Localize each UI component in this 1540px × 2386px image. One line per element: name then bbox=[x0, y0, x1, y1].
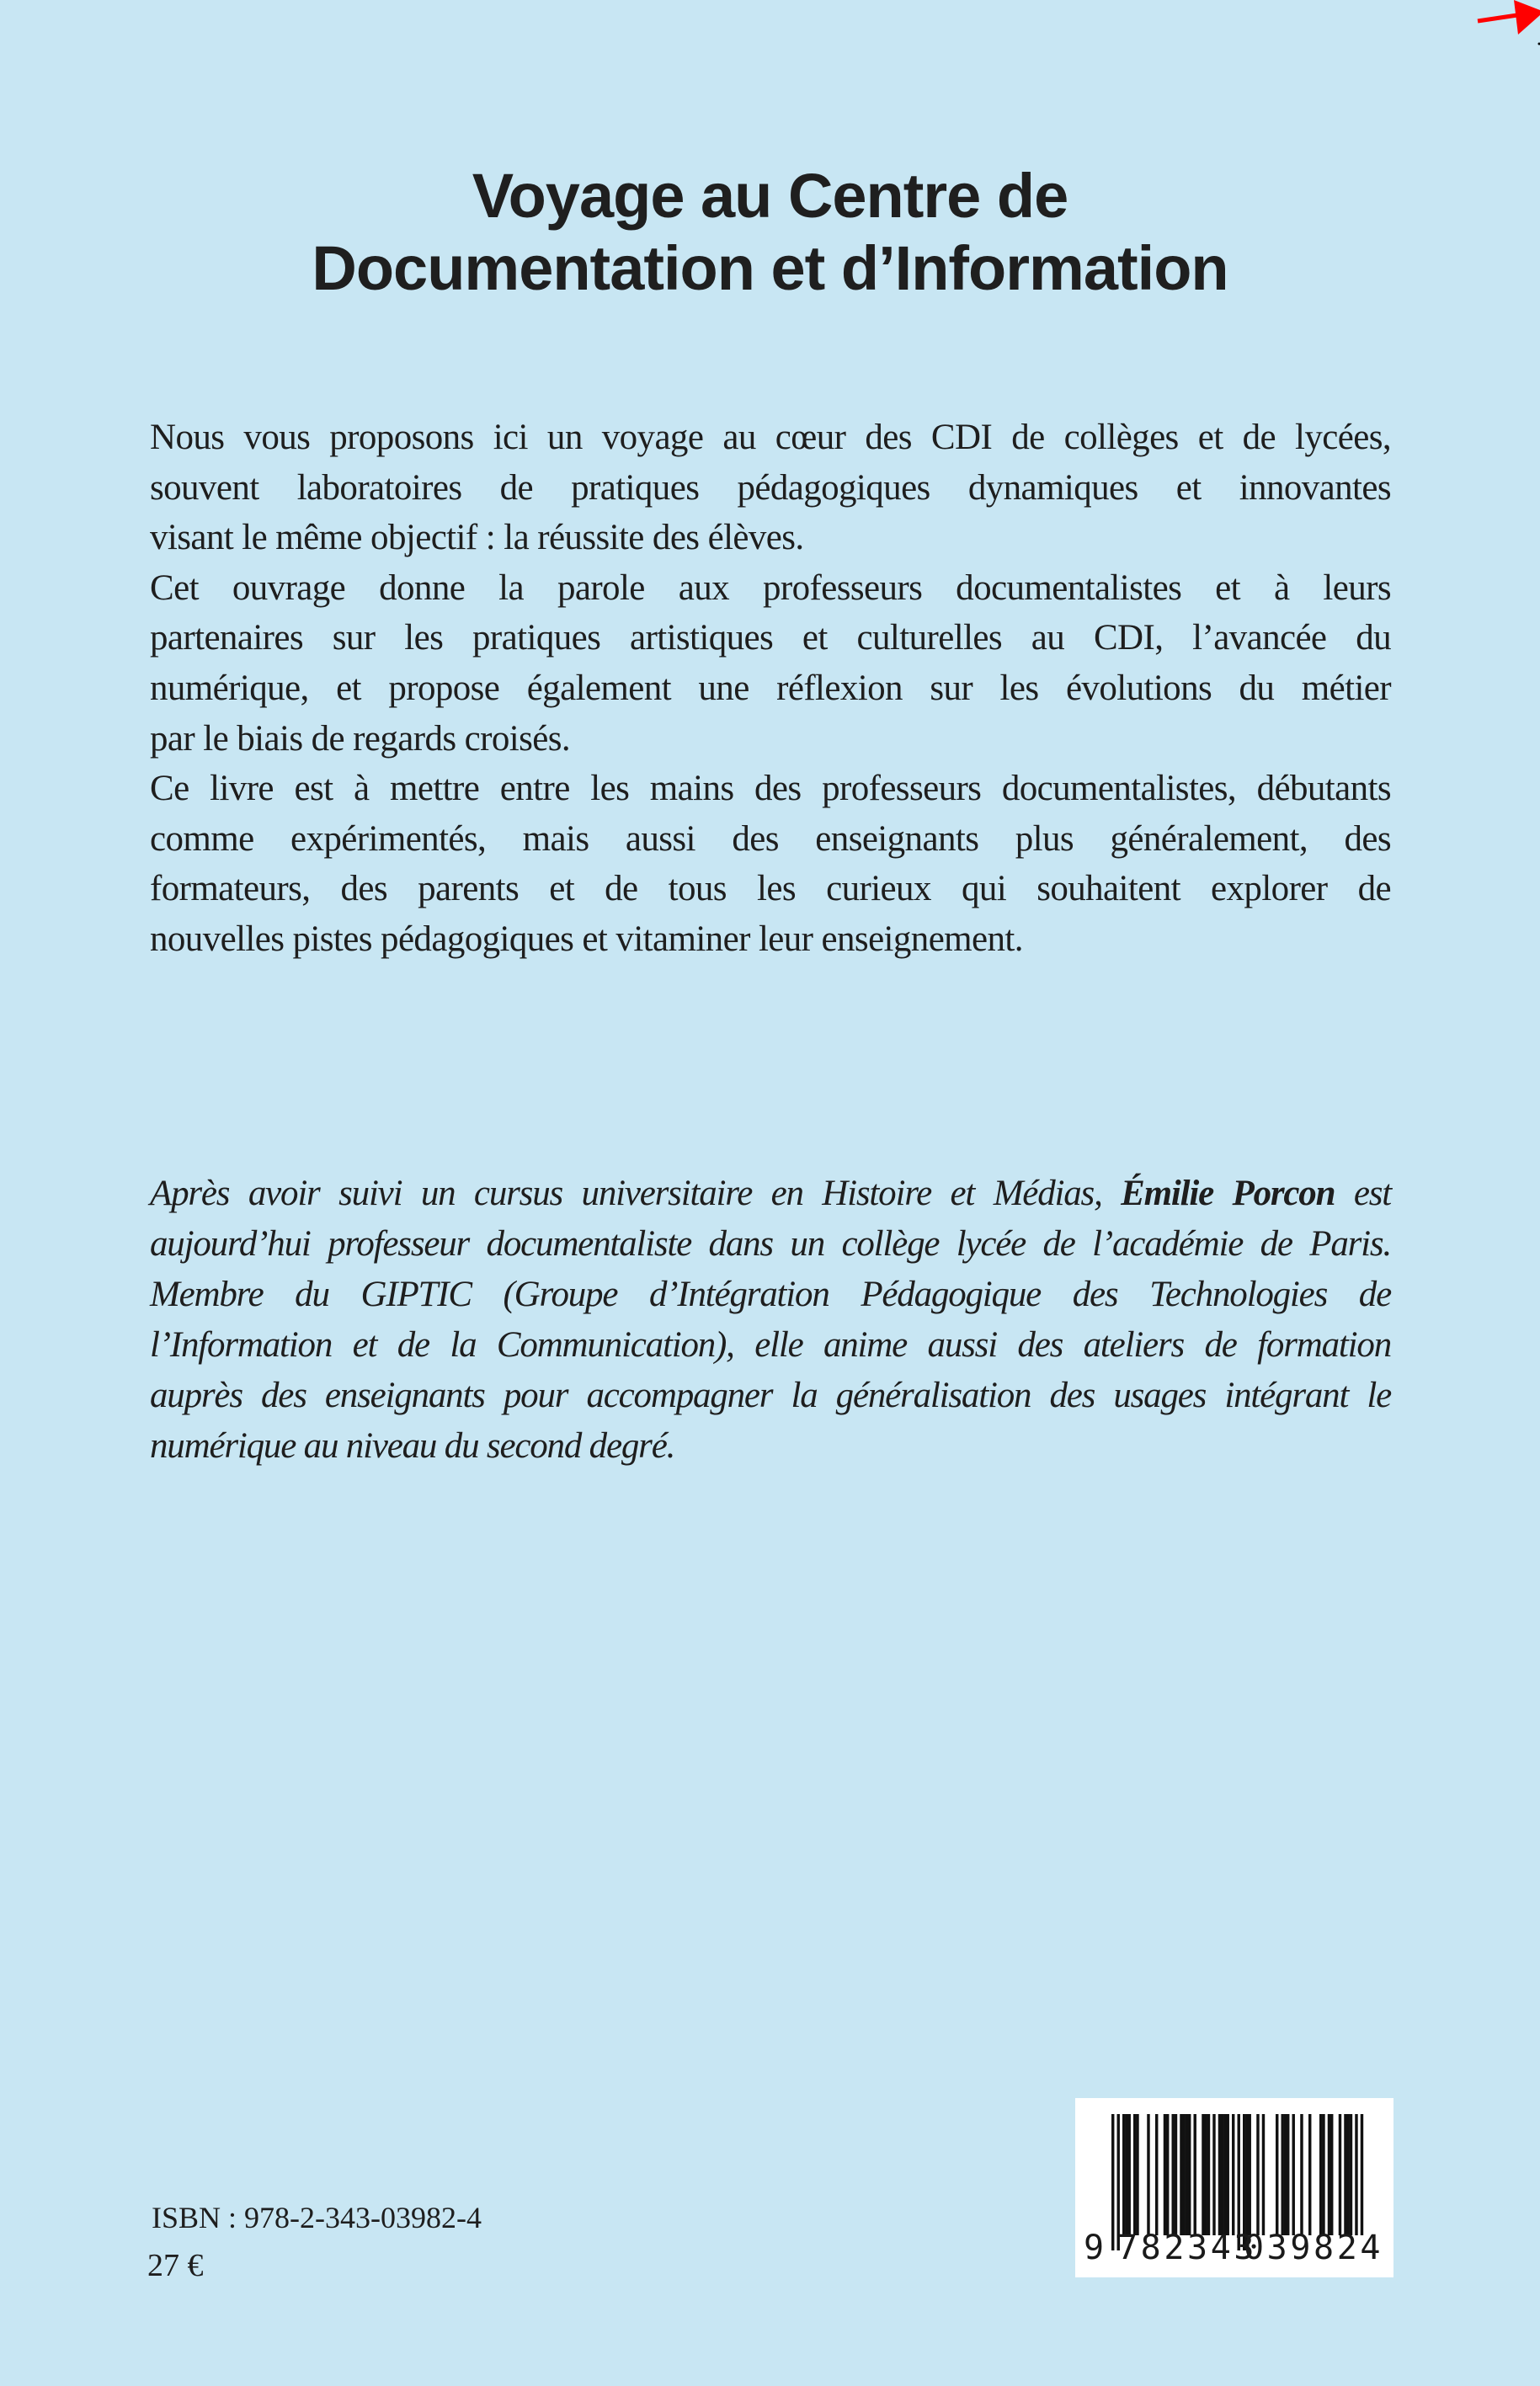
description-line: souvent laboratoires de pratiques pédagogiques dynamiques et innovantes bbox=[150, 467, 1391, 508]
barcode bbox=[1075, 2098, 1393, 2277]
description-line: par le biais de regards croisés. bbox=[150, 718, 570, 759]
description-line: numérique, et propose également une réflexion sur les évolutions du métier bbox=[150, 668, 1391, 708]
barcode-digits-right: 039824 bbox=[1244, 2229, 1384, 2267]
barcode-digit-first: 9 bbox=[1084, 2229, 1107, 2267]
description-line: Nous vous proposons ici un voyage au cœur des CDI de collèges et de lycées, bbox=[150, 418, 1391, 457]
barcode-digits-left: 782343 bbox=[1117, 2229, 1258, 2267]
title-line-1: Voyage au Centre de bbox=[472, 161, 1068, 231]
description-line: visant le même objectif : la réussite des élèves. bbox=[150, 518, 804, 558]
isbn-label: ISBN : 978-2-343-03982-4 bbox=[152, 2201, 482, 2234]
price-label: 27 € bbox=[147, 2248, 204, 2283]
barcode-digits bbox=[1075, 2098, 1393, 2277]
bio-line: l’Information et de la Communication), elle anime aussi des ateliers de formation bbox=[150, 1325, 1391, 1365]
author-name: Émilie Porcon bbox=[1121, 1174, 1335, 1213]
bio-line bbox=[150, 1169, 1391, 1219]
bio-line: aujourd’hui professeur documentaliste dans un collège lycée de l’académie de Paris. bbox=[150, 1224, 1391, 1264]
book-title bbox=[0, 160, 1540, 305]
description-line: Ce livre est à mettre entre les mains des professeurs documentalistes, débutants bbox=[150, 769, 1391, 809]
description-line: nouvelles pistes pédagogiques et vitaminer leur enseignement. bbox=[150, 919, 1023, 959]
title-line-2: Documentation et d’Information bbox=[312, 233, 1228, 303]
bio-line: numérique au niveau du second degré. bbox=[150, 1426, 675, 1466]
author-bio bbox=[150, 1169, 1391, 1472]
bio-intro: Après avoir suivi un cursus universitaire en Histoire et Médias, bbox=[150, 1174, 1122, 1213]
bio-line: Membre du GIPTIC (Groupe d’Intégration Pédagogique des Technologies de bbox=[150, 1275, 1391, 1314]
red-arrow-cursor-icon bbox=[1465, 0, 1540, 51]
description-line: comme expérimentés, mais aussi des enseignants plus généralement, des bbox=[150, 818, 1391, 859]
bio-line: auprès des enseignants pour accompagner la généralisation des usages intégrant le bbox=[150, 1376, 1391, 1415]
description-line: formateurs, des parents et de tous les curieux qui souhaitent explorer de bbox=[150, 869, 1391, 909]
bio-intro-end: est bbox=[1335, 1174, 1391, 1213]
description-line: partenaires sur les pratiques artistiques et culturelles au CDI, l’avancée du bbox=[150, 618, 1391, 658]
book-description bbox=[150, 413, 1391, 965]
description-line: Cet ouvrage donne la parole aux professeurs documentalistes et à leurs bbox=[150, 567, 1391, 608]
